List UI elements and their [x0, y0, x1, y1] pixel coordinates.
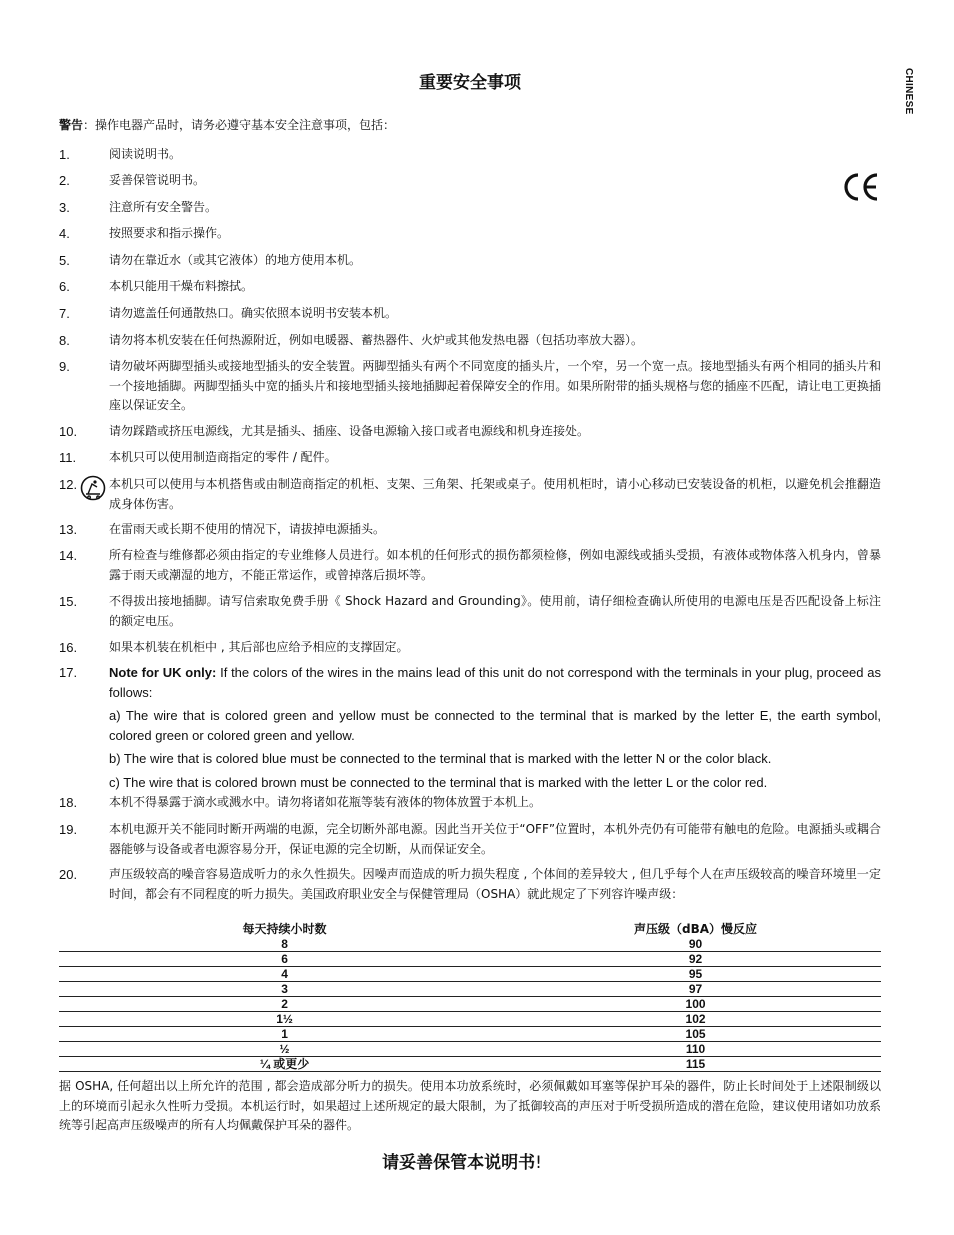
uk-note-label: Note for UK only:	[109, 665, 217, 680]
uk-note-b: b) The wire that is colored blue must be connected to the terminal that is marked with the letter N or the color black.	[109, 751, 772, 766]
list-item: 18. 本机不得暴露于滴水或溅水中。请勿将诸如花瓶等装有液体的物体放置于本机上。	[59, 795, 542, 810]
table-row: 6 92	[59, 952, 881, 967]
cart-tip-warning-icon	[80, 475, 106, 501]
list-item: 4. 按照要求和指示操作。	[59, 226, 230, 241]
table-row: 8 90	[281, 937, 703, 951]
list-item: 2. 妥善保管说明书。	[59, 173, 206, 188]
list-item: 8. 请勿将本机安装在任何热源附近，例如电暖器、蓄热器件、火炉或其他发热电器（包括功率放大器）。	[59, 333, 644, 348]
closing-paragraph: 据 OSHA, 任何超出以上所允许的范围 , 都会造成部分听力的损失。使用本功放系统时，必须佩戴如耳塞等保护耳朵的器件，防止长时间处于上述限制级以上的环境而引起永久性听力受损。本机运行时，如果超过上述所规定的最大限制，为了抵御较高的声压对于听受损所造成的潜在危险，建议使用诸如功放系统等引起高声压级噪声的所有人均佩戴保护耳朵的器件。	[59, 1079, 881, 1132]
uk-note-c: c) The wire that is colored brown must be connected to the terminal that is marked with the letter L or the color red.	[109, 774, 768, 790]
list-item: 9. 请勿破坏两脚型插头或接地型插头的安全装置。两脚型插头有两个不同宽度的插头片，一个窄，另一个宽一点。接地型插头有两个相同的插头片和一个接地插脚。两脚型插头中宽的插头片和接地型插头接地插脚起着保障安全的作用。如果所附带的插头规格与您的插座不匹配，请让电工更换插座以保证安全。	[59, 359, 881, 412]
table-row: 3 97	[59, 982, 881, 997]
table-row: 1 105	[59, 1027, 881, 1042]
page-title: 重要安全事项	[419, 73, 521, 93]
list-item: 11. 本机只可以使用制造商指定的零件 / 配件。	[59, 450, 337, 465]
table-row: ½ 110	[59, 1042, 881, 1057]
table-row: 4 95	[59, 967, 881, 982]
list-item: 15. 不得拔出接地插脚。请写信索取免费手册《 Shock Hazard and Grounding》。使用前，请仔细检查确认所使用的电源电压是否匹配设备上标注的额定电压。	[59, 594, 881, 628]
table-row: ¼ 或更少 115	[59, 1057, 881, 1072]
header-hours: 每天持续小时数	[242, 922, 327, 936]
warning-line	[59, 116, 395, 133]
table-row: 1½ 102	[59, 1012, 881, 1027]
warning-label: 警告	[59, 118, 84, 132]
footer-exclamation: !	[535, 1153, 542, 1173]
noise-exposure-table	[59, 922, 881, 1072]
list-item: 12. 本机只可以使用与本机搭售或由制造商指定的机柜、支架、三角架、托架或桌子。使用机柜时，请小心移动已安装设备的机柜，以避免机会推翻造成身体伤害。	[59, 477, 881, 511]
list-item: 5. 请勿在靠近水（或其它液体）的地方使用本机。	[59, 253, 362, 268]
table-header-row	[59, 922, 881, 937]
list-item: 3. 注意所有安全警告。	[59, 200, 218, 215]
uk-note-a: a) The wire that is colored green and yellow must be connected to the terminal that is marked by the letter E, the earth symbol, colored green or colored green and yellow.	[109, 708, 881, 743]
list-item: 10. 请勿踩踏或挤压电源线，尤其是插头、插座、设备电源输入接口或者电源线和机身连接处。	[59, 424, 590, 439]
list-item: 1. 阅读说明书。	[59, 147, 182, 162]
header-dba: 声压级（dBA）慢反应	[634, 922, 758, 936]
list-item: 6. 本机只能用干燥布料擦拭。	[59, 279, 254, 294]
warning-text: ：操作电器产品时，请务必遵守基本安全注意事项，包括：	[83, 118, 396, 132]
list-item: 16. 如果本机装在机柜中 , 其后部也应给予相应的支撑固定。	[59, 640, 409, 655]
language-tab: CHINESE	[903, 68, 914, 115]
footer-title: 请妥善保管本说明书!	[382, 1153, 542, 1173]
list-item: 17. Note for UK only: If the colors of the wires in the mains lead of this unit do not correspond with the terminals in your plug, proceed as follows: a) The wire that is colored green and yellow must be connected to the terminal that is marked by the letter E, the earth symbol, colored green or colored green and yellow. b) The wire that is colored blue must be connected to the terminal that is marked with the letter N or the color black. c) The wire that is colored brown must be connected to the terminal that is marked with the letter L or the color red.	[59, 663, 881, 792]
table-row: 2 100	[59, 997, 881, 1012]
list-item: 20. 声压级较高的噪音容易造成听力的永久性损失。因噪声而造成的听力损失程度 , 个体间的差异较大 , 但几乎每个人在声压级较高的噪音环境里一定时间，都会有不同程度的听力损失。美国政府职业安全与保健管理局（OSHA）就此规定了下列容许噪声级：	[59, 867, 881, 901]
list-item: 13. 在雷雨天或长期不使用的情况下，请拔掉电源插头。	[59, 522, 386, 537]
list-item: 7. 请勿遮盖任何通散热口。确实依照本说明书安装本机。	[59, 306, 398, 321]
list-item: 14. 所有检查与维修都必须由指定的专业维修人员进行。如本机的任何形式的损伤都须检修，例如电源线或插头受损，有液体或物体落入机身内，曾暴露于雨天或潮湿的地方，不能正常运作，或曾掉落后损坏等。	[59, 548, 881, 582]
list-item: 19. 本机电源开关不能同时断开两端的电源，完全切断外部电源。因此当开关位于“OFF”位置时，本机外壳仍有可能带有触电的危险。电源插头或耦合器能够与设备或者电源容易分开，保证电源的完全切断，从而保证安全。	[59, 822, 881, 856]
